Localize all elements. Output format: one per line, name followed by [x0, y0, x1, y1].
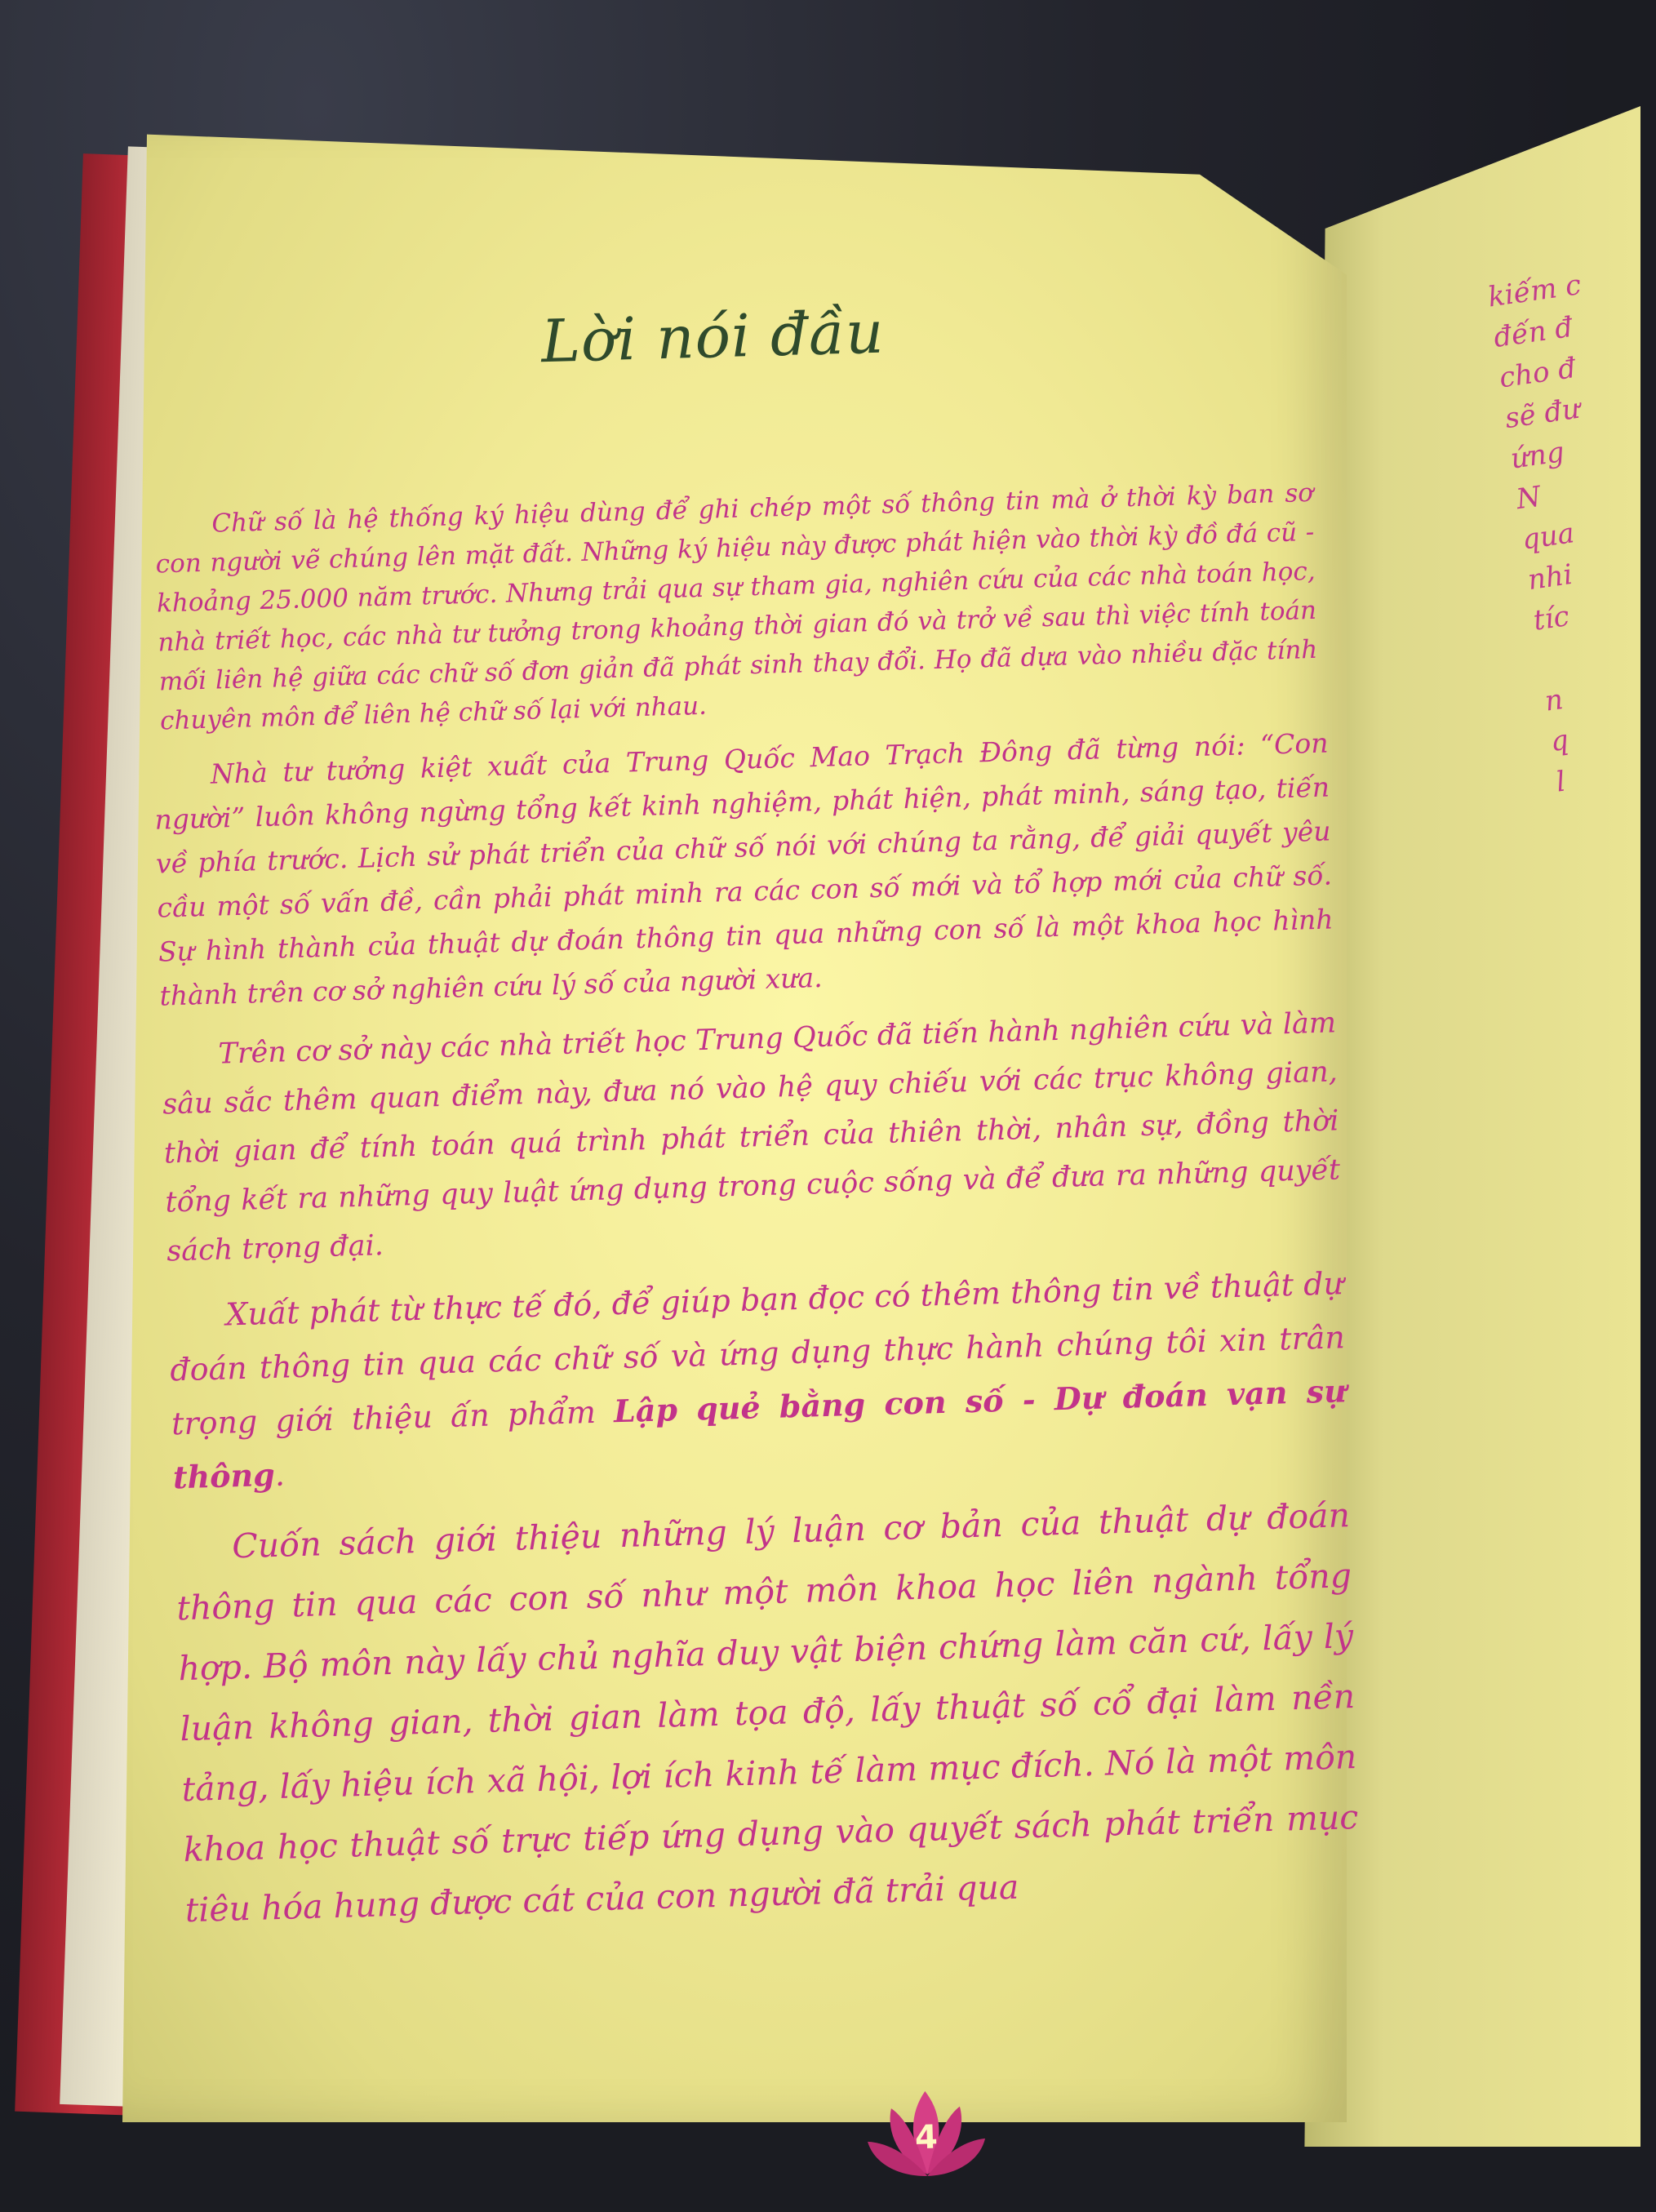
facing-line: tíc	[1531, 599, 1572, 637]
paragraph-4-text: Xuất phát từ thực tế đó, để giúp bạn đọc có thêm thông tin về thuật dự đoán thông tin qua các chữ số và ứng dụng thực hành chúng tôi xin trân trọng giới thiệu ấn phẩm	[169, 1265, 1346, 1442]
facing-line: cho đ	[1497, 351, 1578, 395]
facing-line: l	[1554, 765, 1568, 799]
facing-line: q	[1548, 723, 1571, 759]
paragraph-3: Trên cơ sở này các nhà triết học Trung Quốc đã tiến hành nghiên cứu và làm sâu sắc thêm quan điểm này, đưa nó vào hệ quy chiếu với các trục không gian, thời gian để tính toán quá trình phát triển của thiên thời, nhân sự, đồng thời tổng kết ra những quy luật ứng dụng trong cuộc sống và để đưa ra những quyết sách trọng đại.	[162, 1006, 1341, 1268]
paragraph-4-end: .	[274, 1456, 286, 1493]
paragraph-2: Nhà tư tưởng kiệt xuất của Trung Quốc Mao Trạch Đông đã từng nói: “Con người” luôn không ngừng tổng kết kinh nghiệm, phát hiện, phát minh, sáng tạo, tiến về phía trước. Lịch sử phát triển của chữ số nói với chúng ta rằng, để giải quyết yêu cầu một số vấn đề, cần phải phát minh ra các con số mới và tổ hợp mới của chữ số. Sự hình thành của thuật dự đoán thông tin qua những con số là một khoa học hình thành trên cơ sở nghiên cứu lý số của người xưa.	[153, 726, 1334, 1012]
paragraph-5: Cuốn sách giới thiệu những lý luận cơ bản của thuật dự đoán thông tin qua các con số như một môn khoa học liên ngành tổng hợp. Bộ môn này lấy chủ nghĩa duy vật biện chứng làm căn cứ, lấy lý luận không gian, thời gian làm tọa độ, lấy thuật số cổ đại làm nền tảng, lấy hiệu ích xã hội, lợi ích kinh tế làm mục đích. Nó là một môn khoa học thuật số trực tiếp ứng dụng vào quyết sách phát triển mục tiêu hóa hung được cát của con người đã trải qua	[175, 1495, 1359, 1930]
facing-line: n	[1543, 683, 1565, 718]
facing-line: sẽ đư	[1503, 392, 1583, 436]
page-title: Lời nói đầu	[540, 297, 886, 376]
facing-line: nhi	[1525, 557, 1575, 597]
paragraph-1: Chữ số là hệ thống ký hiệu dùng để ghi chép một số thông tin mà ở thời kỳ ban sơ con người vẽ chúng lên mặt đất. Những ký hiệu này được phát hiện vào thời kỳ đồ đá cũ - khoảng 25.000 năm trước. Nhưng trải qua sự tham gia, nghiên cứu của các nhà toán học, nhà triết học, các nhà tư tưởng trong khoảng thời gian đó và trở về sau thì việc tính toán mối liên hệ giữa các chữ số đơn giản đã phát sinh thay đổi. Họ đã dựa vào nhiều đặc tính chuyên môn để liên hệ chữ số lại với nhau.	[155, 477, 1318, 736]
page-content	[95, 98, 1374, 2157]
facing-line: N	[1514, 480, 1543, 517]
facing-line: ứng	[1508, 435, 1567, 476]
facing-line: đến đ	[1491, 310, 1575, 355]
page-number: 4	[914, 2118, 939, 2157]
paragraph-4	[168, 1256, 1349, 1504]
facing-line: kiếm c	[1485, 269, 1583, 314]
facing-line: qua	[1520, 517, 1577, 557]
page-body	[153, 473, 1359, 1953]
page-number-badge	[859, 2083, 993, 2192]
book-title: Lập quẻ bằng con số - Dự đoán vạn sự thông	[172, 1372, 1347, 1496]
